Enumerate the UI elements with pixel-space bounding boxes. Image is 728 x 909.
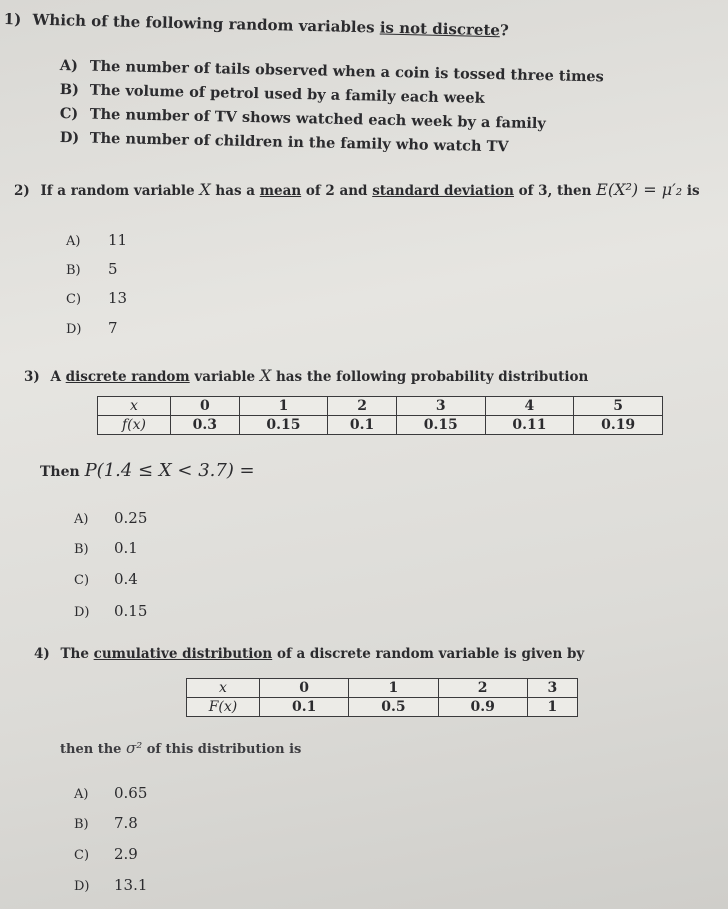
q2-option-b-label: B): [66, 263, 81, 278]
question-3-var: X: [259, 366, 272, 385]
q3-option-a[interactable]: [74, 509, 147, 527]
question-2-text-c: of 2 and: [305, 183, 368, 199]
question-2-var: X: [199, 180, 211, 199]
question-3-number: 3): [24, 369, 40, 385]
q3-distribution-table: [97, 396, 663, 435]
question-4-then: [60, 739, 301, 757]
question-2-mean: mean: [259, 183, 302, 199]
q2-option-a-label: A): [66, 234, 81, 249]
q3-x-4: 4: [485, 397, 574, 416]
q1-option-c-label: C): [59, 105, 79, 123]
q1-option-b-text: The volume of petrol used by a family each week: [89, 81, 485, 107]
q1-option-d-label: D): [59, 129, 80, 147]
q3-fx-3: 0.15: [396, 416, 485, 435]
q4-table-header-x: x: [187, 679, 260, 698]
question-2-stem: [14, 180, 700, 199]
question-4-emphasis: cumulative distribution: [93, 646, 273, 662]
q3-option-c-text: 0.4: [114, 570, 138, 588]
q3-x-2: 2: [328, 397, 397, 416]
q4-x-0: 0: [260, 679, 349, 698]
question-2-expr: E(X²) = μ′₂: [596, 180, 683, 199]
question-4-stem: [34, 646, 584, 662]
q3-fx-2: 0.1: [328, 416, 397, 435]
question-4-then-a: then the: [60, 742, 122, 757]
question-2-text-b: has a: [215, 183, 256, 199]
q4-option-c-text: 2.9: [114, 845, 138, 863]
q4-option-a-text: 0.65: [114, 784, 148, 802]
q4-x-3: 3: [527, 679, 577, 698]
q3-option-a-text: 0.25: [114, 509, 148, 527]
q2-option-c[interactable]: [66, 289, 127, 307]
q3-x-5: 5: [574, 397, 663, 416]
q1-option-a[interactable]: [60, 57, 604, 85]
q4-option-b-text: 7.8: [114, 814, 138, 832]
q4-cumulative-table: [186, 678, 578, 717]
q3-option-b-text: 0.1: [114, 539, 138, 557]
q4-x-2: 2: [438, 679, 527, 698]
q1-option-b[interactable]: [60, 81, 485, 107]
q2-option-b-text: 5: [108, 260, 118, 278]
q3-table-row-fx: [98, 416, 663, 435]
q2-option-c-label: C): [66, 292, 82, 307]
question-3-text-c: has the following probability distribution: [275, 369, 589, 385]
q1-option-a-text: The number of tails observed when a coin is tossed three times: [89, 57, 604, 86]
q4-option-b[interactable]: [74, 814, 138, 832]
q2-option-c-text: 13: [108, 289, 128, 307]
question-2-sd: standard deviation: [372, 183, 514, 199]
q4-x-1: 1: [349, 679, 438, 698]
q4-option-d-text: 13.1: [114, 876, 148, 894]
q2-option-b[interactable]: [66, 260, 118, 278]
q4-option-b-label: B): [74, 817, 89, 832]
q3-x-0: 0: [171, 397, 240, 416]
q3-x-3: 3: [396, 397, 485, 416]
q4-Fx-2: 0.9: [438, 698, 527, 717]
q3-table-header-x: x: [98, 397, 171, 416]
q1-option-c[interactable]: [60, 105, 546, 132]
q4-option-a-label: A): [74, 787, 89, 802]
q3-table-row-x: [98, 397, 663, 416]
q3-option-c-label: C): [74, 573, 90, 588]
question-3-emphasis: discrete random: [65, 369, 190, 385]
q1-option-b-label: B): [59, 81, 80, 99]
q3-option-b-label: B): [74, 542, 89, 557]
question-1-number: 1): [3, 10, 22, 29]
q4-Fx-3: 1: [527, 698, 577, 717]
question-2-text-a: If a random variable: [40, 183, 195, 199]
q4-table-header-Fx: F(x): [187, 698, 260, 717]
q4-option-c[interactable]: [74, 845, 138, 863]
q3-option-b[interactable]: [74, 539, 138, 557]
question-3-then-word: Then: [40, 464, 80, 480]
q3-fx-4: 0.11: [485, 416, 574, 435]
q4-table-row-x: [187, 679, 578, 698]
q1-option-c-text: The number of TV shows watched each week by a family: [89, 105, 547, 133]
q2-option-a-text: 11: [108, 231, 128, 249]
question-3-text-a: A: [50, 369, 61, 385]
q2-option-d-label: D): [66, 322, 82, 337]
q3-option-d-text: 0.15: [114, 602, 148, 620]
q3-table-header-fx: f(x): [98, 416, 171, 435]
question-3-then: [40, 460, 255, 481]
question-4-then-b: of this distribution is: [146, 742, 302, 757]
q4-option-c-label: C): [74, 848, 90, 863]
question-3-stem: [24, 366, 588, 385]
question-3-text-b: variable: [194, 369, 256, 385]
q4-Fx-1: 0.5: [349, 698, 438, 717]
q3-option-a-label: A): [74, 512, 89, 527]
q2-option-d-text: 7: [108, 319, 118, 337]
q3-fx-5: 0.19: [574, 416, 663, 435]
question-4-text-a: The: [60, 646, 89, 662]
question-2-number: 2): [14, 183, 30, 199]
question-1-end: ?: [499, 21, 509, 40]
q4-table-row-Fx: [187, 698, 578, 717]
question-2-text-d: of 3, then: [518, 183, 592, 199]
q3-option-d[interactable]: [74, 602, 147, 620]
q1-option-d[interactable]: [60, 129, 509, 155]
q1-option-d-text: The number of children in the family who watch TV: [89, 129, 509, 156]
q4-option-d[interactable]: [74, 876, 147, 894]
question-1-emphasis: is not discrete: [379, 18, 501, 40]
q1-option-a-label: A): [59, 57, 79, 75]
question-3-prob-expr: P(1.4 ≤ X < 3.7) =: [84, 460, 255, 481]
question-4-number: 4): [34, 646, 50, 662]
q2-option-d[interactable]: [66, 319, 118, 337]
question-4-sigma: σ²: [125, 739, 143, 757]
q2-option-a[interactable]: [66, 231, 127, 249]
question-1-text: Which of the following random variables: [32, 10, 375, 37]
question-2-text-e: is: [686, 183, 700, 199]
q4-option-d-label: D): [74, 879, 90, 894]
q3-option-d-label: D): [74, 605, 90, 620]
question-4-text-b: of a discrete random variable is given by: [276, 646, 585, 662]
q3-fx-1: 0.15: [239, 416, 328, 435]
q4-option-a[interactable]: [74, 784, 147, 802]
q4-Fx-0: 0.1: [260, 698, 349, 717]
question-1-stem: [4, 10, 509, 39]
q3-x-1: 1: [239, 397, 328, 416]
q3-option-c[interactable]: [74, 570, 138, 588]
q3-fx-0: 0.3: [171, 416, 240, 435]
